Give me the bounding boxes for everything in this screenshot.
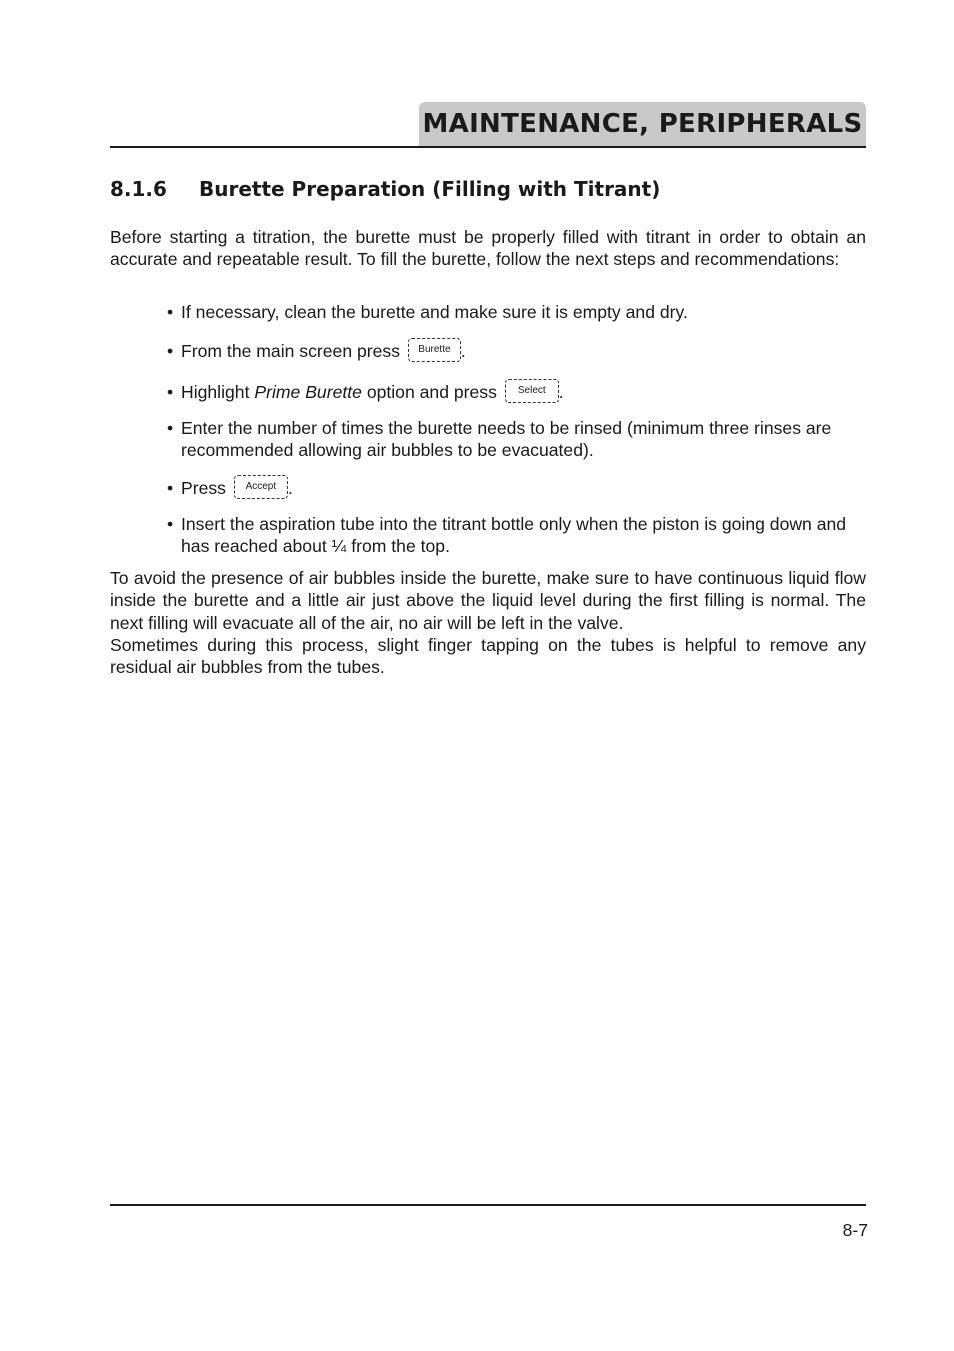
closing-text — [110, 567, 866, 678]
section-number: 8.1.6 — [110, 177, 167, 201]
step-text: Highlight — [181, 382, 250, 402]
step-text: option and press — [366, 382, 497, 402]
step-text: Press — [181, 478, 226, 498]
step-text: Enter the number of times the burette needs to be rinsed (minimum three rinses are recommended allowing air bubbles to be evacuated). — [181, 418, 832, 461]
chapter-header — [419, 102, 866, 146]
steps-list — [167, 301, 866, 558]
list-item: • Highlight Prime Burette option and press Select . — [167, 381, 866, 417]
option-name: Prime Burette — [254, 382, 362, 402]
list-item — [167, 301, 866, 340]
section-title: Burette Preparation (Filling with Titrant) — [199, 177, 661, 201]
footer-divider — [110, 1204, 866, 1206]
step-text: Insert the aspiration tube into the titrant bottle only when the piston is going down and has reached about ¼ from the top. — [181, 514, 847, 557]
header-divider — [110, 146, 866, 148]
list-item — [167, 513, 866, 558]
intro-paragraph: Before starting a titration, the burette must be properly filled with titrant in order to obtain an accurate and repeatable result. To fill the burette, follow the next steps and recommendations: — [110, 227, 866, 270]
step-text: From the main screen press — [181, 341, 401, 361]
list-item: • Press Accept . — [167, 477, 866, 513]
section-heading — [110, 177, 660, 201]
accept-key-button[interactable]: Accept — [234, 475, 288, 499]
closing-paragraph: Sometimes during this process, slight finger tapping on the tubes is helpful to remove any residual air bubbles from the tubes. — [110, 634, 866, 678]
step-text: If necessary, clean the burette and make sure it is empty and dry. — [181, 302, 688, 322]
chapter-title: MAINTENANCE, PERIPHERALS — [422, 109, 863, 139]
select-key-button[interactable]: Select — [505, 379, 559, 403]
list-item — [167, 417, 866, 477]
list-item: • From the main screen press Burette . — [167, 340, 866, 381]
burette-key-button[interactable]: Burette — [408, 338, 461, 362]
closing-paragraph: To avoid the presence of air bubbles inside the burette, make sure to have continuous liquid flow inside the burette and a little air just above the liquid level during the first filling is normal. The next filling will evacuate all of the air, no air will be left in the valve. — [110, 568, 866, 633]
page-number: 8-7 — [842, 1220, 868, 1240]
